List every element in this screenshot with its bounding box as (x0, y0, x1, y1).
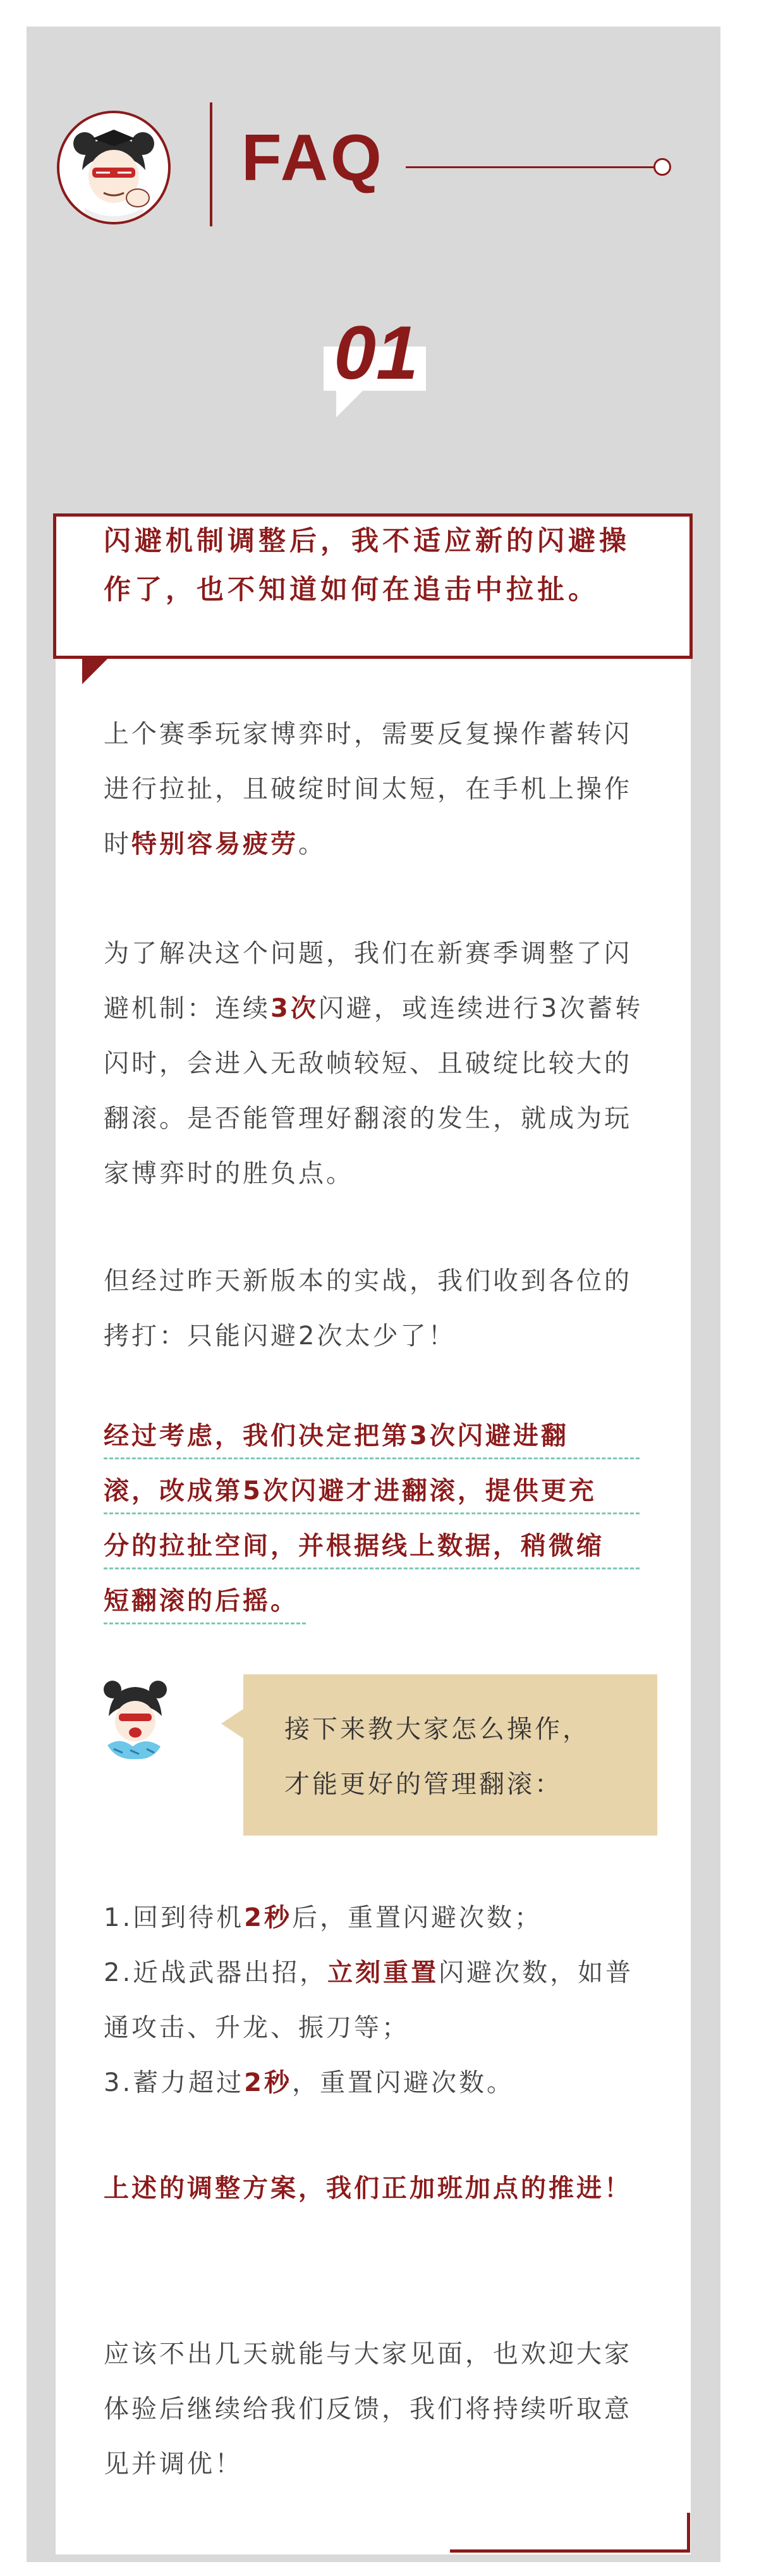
step-3: 3.蓄力超过2秒，重置闪避次数。 (104, 2068, 515, 2097)
step-1: 1.回到待机2秒后，重置闪避次数； (104, 1903, 543, 1932)
tip-line-1: 接下来教大家怎么操作， (284, 1715, 590, 1744)
announcement: 上述的调整方案，我们正加班加点的推进！ (104, 2174, 632, 2203)
header-rule-dot (653, 158, 671, 176)
corner-rule (687, 2513, 690, 2553)
page-title: FAQ (241, 121, 384, 195)
step-2: 2.近战武器出招，立刻重置闪避次数，如普通攻击、升龙、振刀等； (104, 1958, 634, 2042)
mascot-sticker (95, 1676, 177, 1764)
tip-bubble-tail (221, 1708, 244, 1739)
header-rule (406, 166, 659, 168)
faq-number: 01 (334, 310, 418, 395)
highlight-underline (104, 1457, 640, 1459)
highlight-line-4: 短翻滚的后摇。 (104, 1586, 298, 1616)
paragraph-1: 上个赛季玩家博弈时，需要反复操作蓄转闪进行拉扯，且破绽时间太短，在手机上操作时特别容易疲劳。 (104, 720, 632, 859)
question-text: 闪避机制调整后，我不适应新的闪避操作了，也不知道如何在追击中拉扯。 (104, 525, 630, 606)
emphasis-text: 2秒 (244, 1903, 293, 1932)
highlight-underline (104, 1567, 640, 1569)
highlight-underline (104, 1512, 640, 1514)
emphasis-text: 立刻重置 (327, 1958, 439, 1987)
highlight-line-3: 分的拉扯空间，并根据线上数据，稍微缩 (104, 1531, 604, 1561)
closing-paragraph: 应该不出几天就能与大家见面，也欢迎大家体验后继续给我们反馈，我们将持续听取意见并调优！ (104, 2340, 632, 2479)
question-tab (82, 659, 107, 684)
highlight-line-1: 经过考虑，我们决定把第3次闪避进翻 (104, 1421, 569, 1451)
emphasis-text: 3次 (270, 994, 319, 1023)
paragraph-2: 为了解决这个问题，我们在新赛季调整了闪避机制：连续3次闪避，或连续进行3次蓄转闪时，会进入无敌帧较短、且破绽比较大的翻滚。是否能管理好翻滚的发生，就成为玩家博弈时的胜负点。 (104, 939, 643, 1188)
corner-rule (450, 2549, 690, 2553)
emphasis-text: 特别容易疲劳 (131, 830, 298, 859)
emphasis-text: 2秒 (244, 2068, 293, 2097)
mascot-avatar (57, 111, 171, 224)
header-divider (210, 102, 212, 226)
highlight-underline (104, 1622, 306, 1624)
tip-line-2: 才能更好的管理翻滚： (284, 1770, 562, 1799)
highlight-line-2: 滚，改成第5次闪避才进翻滚，提供更充 (104, 1476, 597, 1506)
paragraph-3: 但经过昨天新版本的实战，我们收到各位的拷打：只能闪避2次太少了！ (104, 1267, 632, 1351)
